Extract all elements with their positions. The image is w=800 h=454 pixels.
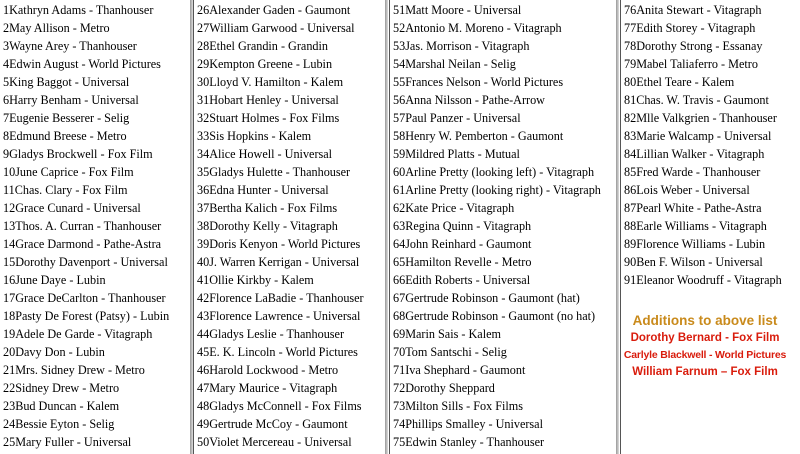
list-item: 44Gladys Leslie - Thanhouser [197, 327, 345, 341]
list-item: 76Anita Stewart - Vitagraph [624, 3, 762, 17]
list-item: 41Ollie Kirkby - Kalem [197, 273, 314, 287]
list-item: 21Mrs. Sidney Drew - Metro [3, 363, 145, 377]
list-item: 58Henry W. Pemberton - Gaumont [393, 129, 564, 143]
column-divider [620, 0, 621, 454]
list-item: 74Phillips Smalley - Universal [393, 417, 543, 431]
name-list-1 [3, 1, 169, 451]
list-item: 66Edith Roberts - Universal [393, 273, 531, 287]
list-item: 61Arline Pretty (looking right) - Vitagraph [393, 183, 601, 197]
list-item: 38Dorothy Kelly - Vitagraph [197, 219, 338, 233]
list-item: 25Mary Fuller - Universal [3, 435, 132, 449]
list-item: 53Jas. Morrison - Vitagraph [393, 39, 530, 53]
list-item: 46Harold Lockwood - Metro [197, 363, 339, 377]
list-item: 67Gertrude Robinson - Gaumont (hat) [393, 291, 580, 305]
list-item: 83Marie Walcamp - Universal [624, 129, 772, 143]
additions-box [610, 312, 800, 381]
list-item: 86Lois Weber - Universal [624, 183, 750, 197]
list-item: 14Grace Darmond - Pathe-Astra [3, 237, 162, 251]
list-item: 7Eugenie Besserer - Selig [3, 111, 130, 125]
list-item: 47Mary Maurice - Vitagraph [197, 381, 338, 395]
list-item: 71Iva Shephard - Gaumont [393, 363, 526, 377]
name-list-4 [624, 1, 782, 289]
list-item: 80Ethel Teare - Kalem [624, 75, 735, 89]
list-item: 15Dorothy Davenport - Universal [3, 255, 168, 269]
list-item: 36Edna Hunter - Universal [197, 183, 329, 197]
list-item: 57Paul Panzer - Universal [393, 111, 521, 125]
list-item: 35Gladys Hulette - Thanhouser [197, 165, 351, 179]
list-item: 89Florence Williams - Lubin [624, 237, 766, 251]
list-item: 49Gertrude McCoy - Gaumont [197, 417, 348, 431]
list-item: 33Sis Hopkins - Kalem [197, 129, 312, 143]
list-item: 75Edwin Stanley - Thanhouser [393, 435, 545, 449]
name-list-3 [393, 1, 601, 451]
list-item: 65Hamilton Revelle - Metro [393, 255, 532, 269]
list-item: 3Wayne Arey - Thanhouser [3, 39, 137, 53]
name-list-2 [197, 1, 364, 451]
list-item: 16June Daye - Lubin [3, 273, 106, 287]
list-item: 51Matt Moore - Universal [393, 3, 522, 17]
list-item: 87Pearl White - Pathe-Astra [624, 201, 762, 215]
column-3 [387, 0, 618, 454]
list-item: 56Anna Nilsson - Pathe-Arrow [393, 93, 545, 107]
list-item: 68Gertrude Robinson - Gaumont (no hat) [393, 309, 596, 323]
list-item: 91Eleanor Woodruff - Vitagraph [624, 273, 782, 287]
list-item: 4Edwin August - World Pictures [3, 57, 161, 71]
list-item: 22Sidney Drew - Metro [3, 381, 120, 395]
list-item: 54Marshal Neilan - Selig [393, 57, 516, 71]
list-item: 18Pasty De Forest (Patsy) - Lubin [3, 309, 170, 323]
list-item: 69Marin Sais - Kalem [393, 327, 501, 341]
list-item: 32Stuart Holmes - Fox Films [197, 111, 340, 125]
list-item: 20Davy Don - Lubin [3, 345, 105, 359]
list-item: 78Dorothy Strong - Essanay [624, 39, 763, 53]
list-item: 11Chas. Clary - Fox Film [3, 183, 128, 197]
list-item: 31Hobart Henley - Universal [197, 93, 339, 107]
column-4 [618, 0, 800, 454]
list-item: 63Regina Quinn - Vitagraph [393, 219, 532, 233]
list-item: 24Bessie Eyton - Selig [3, 417, 115, 431]
list-item: 82Mlle Valkgrien - Thanhouser [624, 111, 777, 125]
list-item: 43Florence Lawrence - Universal [197, 309, 361, 323]
addition-item: Dorothy Bernard - Fox Film [630, 332, 780, 344]
list-item: 34Alice Howell - Universal [197, 147, 333, 161]
list-item: 40J. Warren Kerrigan - Universal [197, 255, 360, 269]
list-item: 70Tom Santschi - Selig [393, 345, 507, 359]
column-1 [0, 0, 191, 454]
list-item: 8Edmund Breese - Metro [3, 129, 127, 143]
list-item: 19Adele De Garde - Vitagraph [3, 327, 153, 341]
list-item: 28Ethel Grandin - Grandin [197, 39, 328, 53]
list-item: 42Florence LaBadie - Thanhouser [197, 291, 364, 305]
list-item: 52Antonio M. Moreno - Vitagraph [393, 21, 562, 35]
list-item: 1Kathryn Adams - Thanhouser [3, 3, 154, 17]
list-item: 77Edith Storey - Vitagraph [624, 21, 756, 35]
list-item: 5King Baggot - Universal [3, 75, 130, 89]
list-item: 48Gladys McConnell - Fox Films [197, 399, 362, 413]
list-item: 60Arline Pretty (looking left) - Vitagraph [393, 165, 595, 179]
list-item: 64John Reinhard - Gaumont [393, 237, 532, 251]
additions-heading: Additions to above list [632, 313, 778, 328]
list-item: 55Frances Nelson - World Pictures [393, 75, 564, 89]
column-divider [193, 0, 194, 454]
list-item: 9Gladys Brockwell - Fox Film [3, 147, 153, 161]
list-item: 13Thos. A. Curran - Thanhouser [3, 219, 162, 233]
list-item: 39Doris Kenyon - World Pictures [197, 237, 361, 251]
column-divider [389, 0, 390, 454]
list-item: 6Harry Benham - Universal [3, 93, 139, 107]
list-item: 2May Allison - Metro [3, 21, 110, 35]
list-item: 79Mabel Taliaferro - Metro [624, 57, 758, 71]
list-item: 10June Caprice - Fox Film [3, 165, 134, 179]
list-item: 27William Garwood - Universal [197, 21, 355, 35]
list-item: 30Lloyd V. Hamilton - Kalem [197, 75, 344, 89]
list-item: 26Alexander Gaden - Gaumont [197, 3, 351, 17]
list-item: 90Ben F. Wilson - Universal [624, 255, 763, 269]
list-item: 37Bertha Kalich - Fox Films [197, 201, 338, 215]
list-item: 29Kempton Greene - Lubin [197, 57, 333, 71]
list-item: 88Earle Williams - Vitagraph [624, 219, 767, 233]
list-item: 81Chas. W. Travis - Gaumont [624, 93, 769, 107]
list-item: 12Grace Cunard - Universal [3, 201, 141, 215]
addition-item: Carlyle Blackwell - World Pictures [623, 349, 787, 361]
list-item: 85Fred Warde - Thanhouser [624, 165, 761, 179]
list-item: 59Mildred Platts - Mutual [393, 147, 520, 161]
list-item: 84Lillian Walker - Vitagraph [624, 147, 765, 161]
list-item: 73Milton Sills - Fox Films [393, 399, 524, 413]
list-item: 23Bud Duncan - Kalem [3, 399, 120, 413]
list-item: 72Dorothy Sheppard [393, 381, 495, 395]
list-item: 17Grace DeCarlton - Thanhouser [3, 291, 166, 305]
addition-item: William Farnum – Fox Film [632, 366, 778, 378]
list-item: 62Kate Price - Vitagraph [393, 201, 515, 215]
column-2 [191, 0, 387, 454]
list-item: 50Violet Mercereau - Universal [197, 435, 352, 449]
list-item: 45E. K. Lincoln - World Pictures [197, 345, 358, 359]
